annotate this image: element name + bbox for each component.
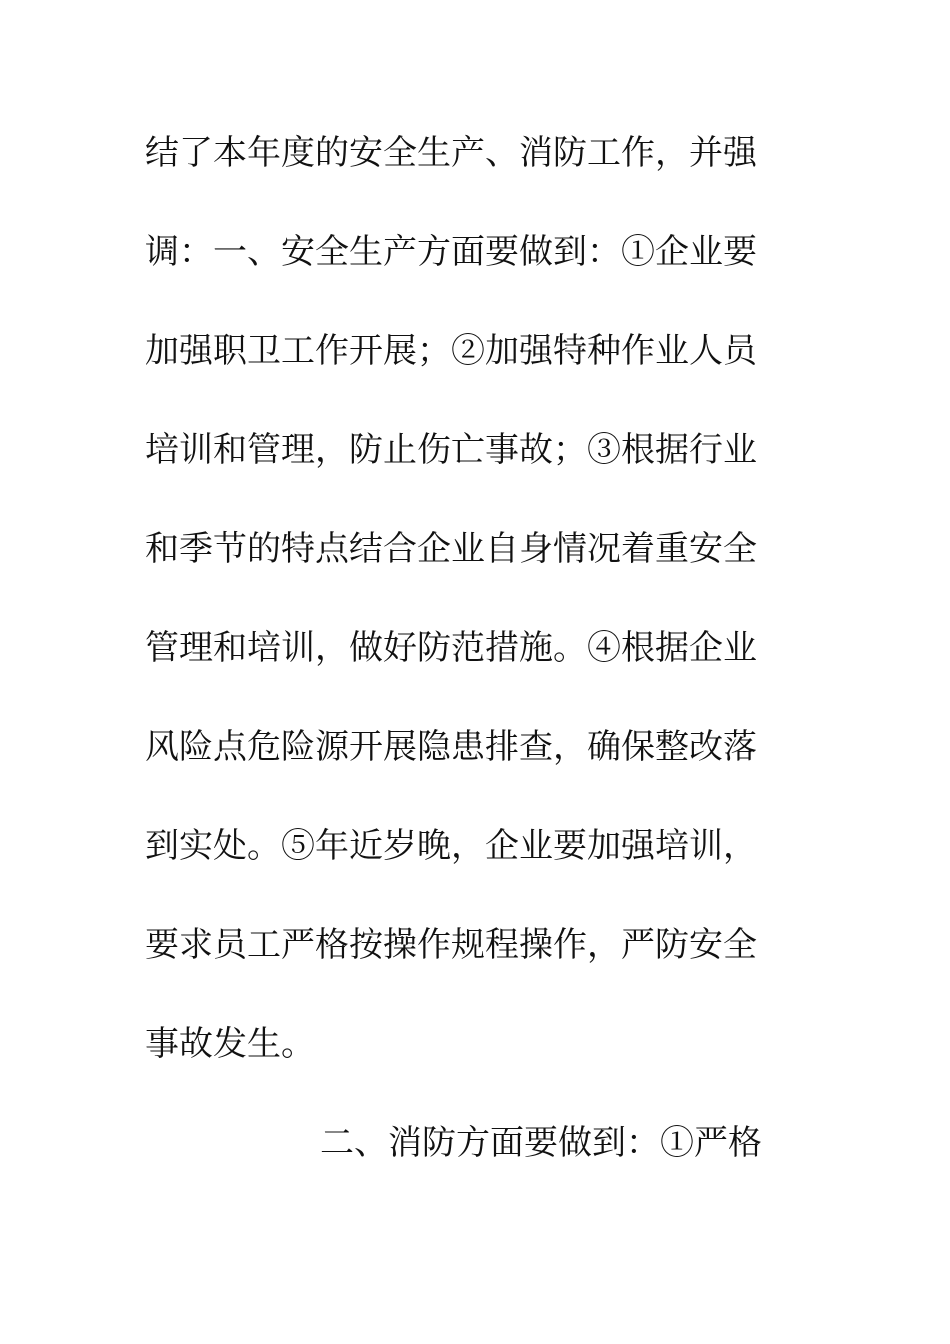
text-line: 加强职卫工作开展；②加强特种作业人员 — [145, 331, 757, 371]
text-line: 到实处。⑤年近岁晚，企业要加强培训， — [145, 826, 757, 866]
text-line: 事故发生。 — [145, 1024, 315, 1064]
text-line: 风险点危险源开展隐患排查，确保整改落 — [145, 727, 757, 767]
body-text — [145, 128, 785, 1217]
text-line: 管理和培训，做好防范措施。④根据企业 — [145, 628, 757, 668]
section-heading-line: 二、消防方面要做到：①严格 — [320, 1123, 762, 1163]
text-line: 调：一、安全生产方面要做到：①企业要 — [145, 232, 757, 272]
text-line: 和季节的特点结合企业自身情况着重安全 — [145, 529, 757, 569]
text-line: 培训和管理，防止伤亡事故；③根据行业 — [145, 430, 757, 470]
text-line: 要求员工严格按操作规程操作，严防安全 — [145, 925, 757, 965]
text-line: 结了本年度的安全生产、消防工作，并强 — [145, 133, 757, 173]
